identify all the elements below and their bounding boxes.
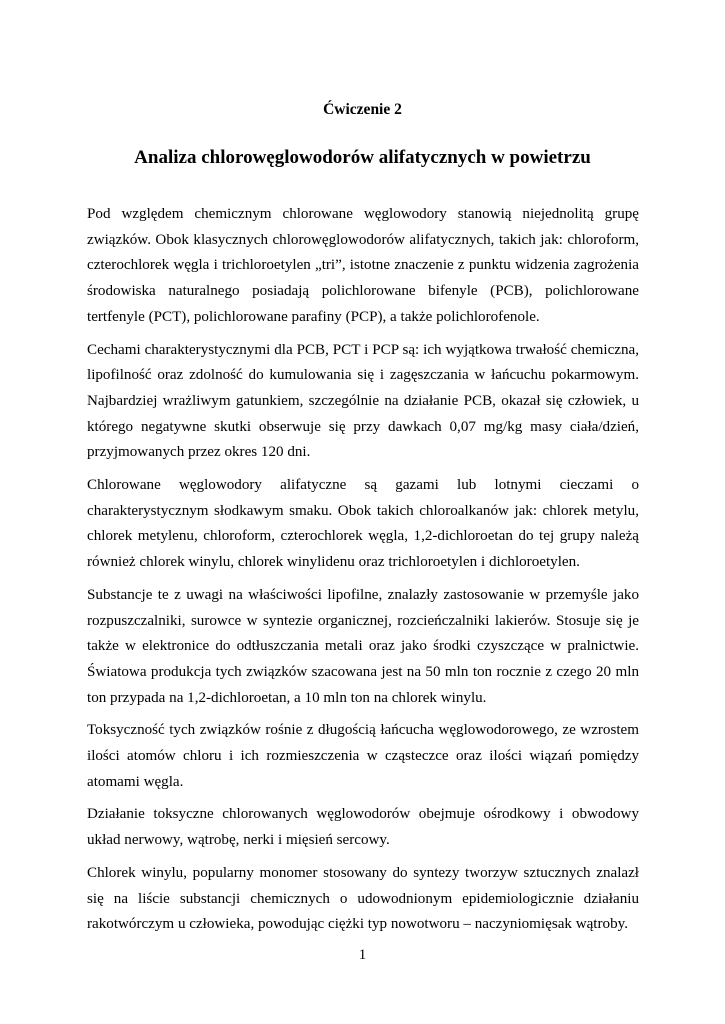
page-number: 1 [358,947,367,963]
paragraph: Pod względem chemicznym chlorowane węglowodory stanowią niejednolitą grupę związków. Obok klasycznych chlorowęglowodorów alifatycznych, takich jak: chloroform, czterochlorek węgla i trichloroetylen „tri”, istotne znaczenie z punktu widzenia zagrożenia środowiska naturalnego posiadają polichlorowane bifenyle (PCB), polichlorowane tertfenyle (PCT), polichlorowane parafiny (PCP), a także polichlorofenole. [87,206,639,325]
paragraph: Chlorowane węglowodory alifatyczne są gazami lub lotnymi cieczami o charakterystycznym słodkawym smaku. Obok takich chloroalkanów jak: chlorek metylu, chlorek metylenu, chloroform, czterochlorek węgla, 1,2-dichloroetan do tej grupy należą również chlorek winylu, chlorek winylidenu oraz trichloroetylen i dichloroetylen. [87,477,639,571]
paragraph: Substancje te z uwagi na właściwości lipofilne, znalazły zastosowanie w przemyśle jako rozpuszczalniki, surowce w syntezie organicznej, rozcieńczalniki lakierów. Stosuje się je także w elektronice do odtłuszczania metali oraz jako środki czyszczące w pralnictwie. Światowa produkcja tych związków szacowana jest na 50 mln ton rocznie z czego 20 mln ton przypada na 1,2-dichloroetan, a 10 mln ton na chlorek winylu. [87,586,639,706]
paragraph: Działanie toksyczne chlorowanych węglowodorów obejmuje ośrodkowy i obwodowy układ nerwowy, wątrobę, nerki i mięsień sercowy. [87,806,639,849]
paragraph: Chlorek winylu, popularny monomer stosowany do syntezy tworzyw sztucznych znalazł się na liście substancji chemicznych o udowodnionym epidemiologicznie działaniu rakotwórczym u człowieka, powodując ciężki typ nowotworu – naczyniomięsak wątroby. [87,864,639,933]
exercise-label: Ćwiczenie 2 [323,101,402,118]
document-title: Analiza chlorowęglowodorów alifatycznych w powietrzu [134,147,591,168]
body-text [87,202,639,945]
paragraph: Toksyczność tych związków rośnie z długością łańcucha węglowodorowego, ze wzrostem ilości atomów chloru i ich rozmieszczenia w cząsteczce oraz ilości wiązań pomiędzy atomami węgla. [87,722,639,790]
paragraph: Cechami charakterystycznymi dla PCB, PCT i PCP są: ich wyjątkowa trwałość chemiczna, lipofilność oraz zdolność do kumulowania się i zagęszczania w łańcuchu pokarmowym. Najbardziej wrażliwym gatunkiem, szczególnie na działanie PCB, okazał się człowiek, u którego negatywne skutki obserwuje się przy dawkach 0,07 mg/kg masy ciała/dzień, przyjmowanych przez okres 120 dni. [87,341,639,461]
